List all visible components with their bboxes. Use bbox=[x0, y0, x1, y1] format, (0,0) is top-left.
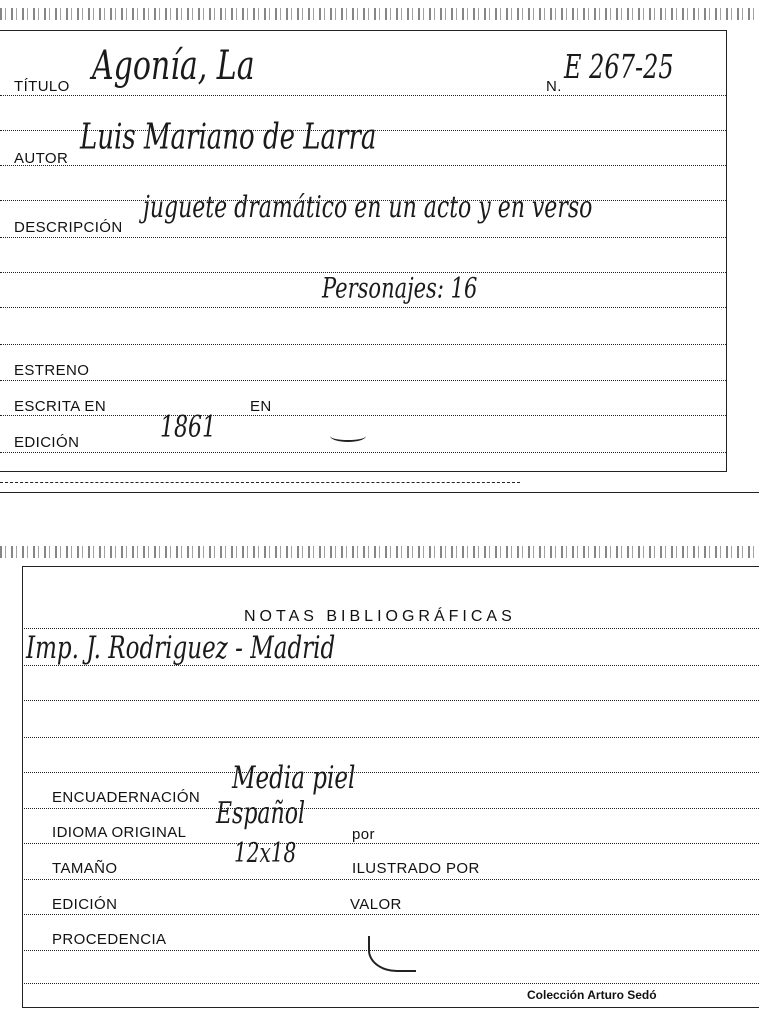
procedencia-label: PROCEDENCIA bbox=[52, 931, 167, 948]
titulo-value: Agonía, La bbox=[92, 42, 255, 90]
card1-bottom-edge bbox=[0, 482, 520, 483]
por-label: por bbox=[352, 826, 375, 843]
encuadernacion-label: ENCUADERNACIÓN bbox=[52, 789, 201, 806]
coleccion-footer: Colección Arturo Sedó bbox=[527, 988, 657, 1002]
card2-rule bbox=[24, 772, 759, 773]
valor-label: VALOR bbox=[350, 896, 402, 913]
tamano-label: TAMAÑO bbox=[52, 860, 118, 877]
card1-rule bbox=[0, 380, 726, 381]
card2-rule bbox=[24, 808, 759, 809]
personajes-value: Personajes: 16 bbox=[322, 271, 478, 304]
card2-rule bbox=[24, 628, 759, 629]
tamano-value: 12x18 bbox=[234, 836, 297, 869]
card1-rule bbox=[0, 95, 726, 96]
card1-border bbox=[0, 30, 727, 472]
descripcion-value: juguete dramático en un acto y en verso bbox=[143, 191, 593, 225]
numero-label: N. bbox=[546, 78, 562, 95]
numero-value: E 267-25 bbox=[564, 48, 674, 86]
edicion2-label: EDICIÓN bbox=[52, 896, 118, 913]
idioma-value: Español bbox=[216, 797, 305, 831]
card2-top-edge-texture bbox=[0, 546, 759, 558]
card1-top-edge-texture bbox=[0, 8, 759, 20]
en-label: EN bbox=[250, 398, 272, 415]
card1-rule bbox=[0, 307, 726, 308]
card1-rule bbox=[0, 415, 726, 416]
card1-rule bbox=[0, 165, 726, 166]
edicion-value: 1861 bbox=[160, 411, 216, 445]
card1-rule bbox=[0, 452, 726, 453]
escrita-label: ESCRITA EN bbox=[14, 398, 107, 415]
autor-label: AUTOR bbox=[14, 150, 69, 167]
encuadernacion-value: Media piel bbox=[232, 760, 356, 796]
card2-rule bbox=[24, 879, 759, 880]
card2-rule bbox=[24, 914, 759, 915]
autor-value: Luis Mariano de Larra bbox=[80, 117, 377, 158]
titulo-label: TÍTULO bbox=[14, 78, 70, 95]
card1-rule bbox=[0, 237, 726, 238]
edicion-label: EDICIÓN bbox=[14, 434, 80, 451]
ilustrado-label: ILUSTRADO POR bbox=[352, 860, 480, 877]
card-divider bbox=[0, 492, 759, 493]
estreno-label: ESTRENO bbox=[14, 362, 90, 379]
card1-rule bbox=[0, 344, 726, 345]
idioma-label: IDIOMA ORIGINAL bbox=[52, 824, 187, 841]
card2-rule bbox=[24, 700, 759, 701]
notas-heading: NOTAS BIBLIOGRÁFICAS bbox=[244, 608, 516, 625]
card2-rule bbox=[24, 843, 759, 844]
card2-rule bbox=[24, 737, 759, 738]
ink-mark bbox=[330, 430, 366, 442]
descripcion-label: DESCRIPCIÓN bbox=[14, 219, 123, 236]
notas-value: Imp. J. Rodriguez - Madrid bbox=[26, 630, 336, 666]
card2-rule bbox=[24, 983, 759, 984]
